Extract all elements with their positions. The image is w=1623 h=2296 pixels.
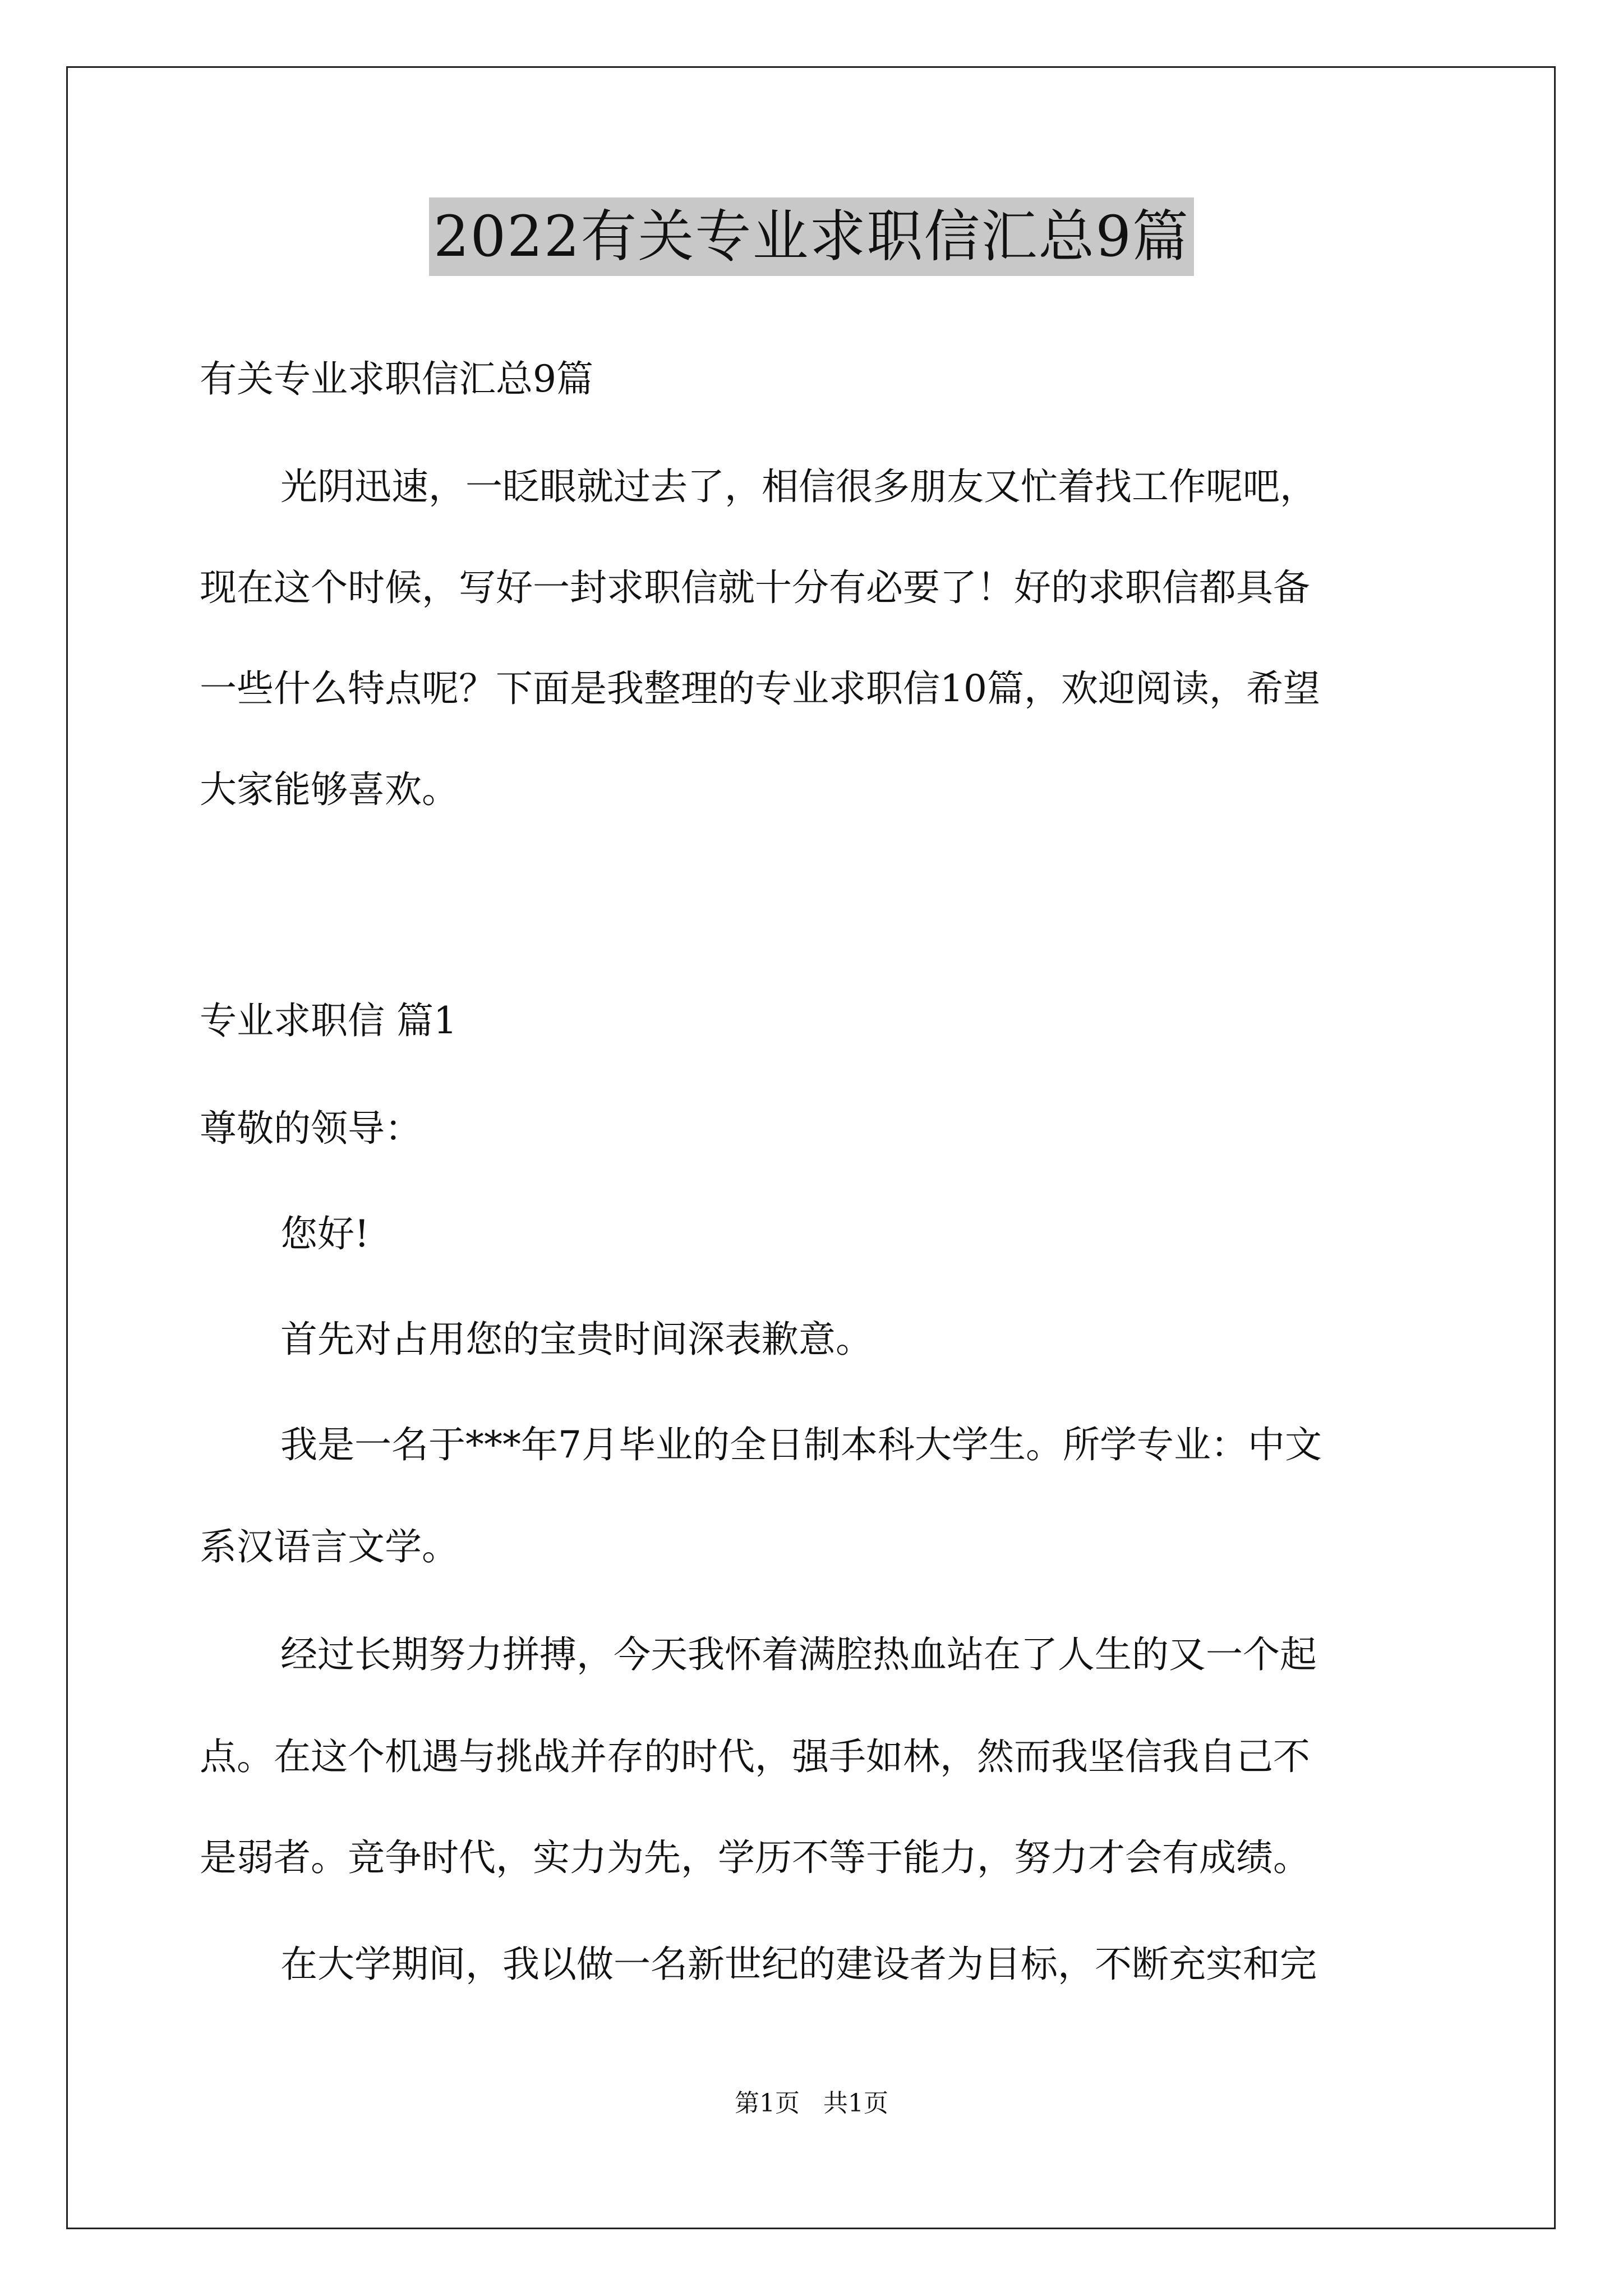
- para-effort-line-1: 经过长期努力拼搏，今天我怀着满腔热血站在了人生的又一个起: [280, 1633, 1317, 1676]
- document-title: 2022有关专业求职信汇总9篇: [429, 197, 1194, 276]
- page-footer: [0, 2087, 1623, 2120]
- page-number-total: 共1页: [823, 2089, 888, 2118]
- intro-line-1: 光阴迅速，一眨眼就过去了，相信很多朋友又忙着找工作呢吧，: [280, 465, 1317, 508]
- para-university-line-1: 在大学期间，我以做一名新世纪的建设者为目标，不断充实和完: [280, 1943, 1317, 1986]
- para-effort-line-2: 点。在这个机遇与挑战并存的时代，强手如林，然而我坚信我自己不: [200, 1735, 1310, 1778]
- para-intro-line-1: 我是一名于***年7月毕业的全日制本科大学生。所学专业：中文: [280, 1423, 1322, 1466]
- intro-line-2: 现在这个时候，写好一封求职信就十分有必要了！好的求职信都具备: [200, 566, 1310, 609]
- intro-line-4: 大家能够喜欢。: [200, 768, 459, 811]
- salutation: 尊敬的领导：: [200, 1107, 422, 1150]
- para-effort-line-3: 是弱者。竞争时代，实力为先，学历不等于能力，努力才会有成绩。: [200, 1836, 1310, 1879]
- section-heading: 专业求职信 篇1: [200, 999, 457, 1042]
- document-subtitle: 有关专业求职信汇总9篇: [200, 357, 593, 401]
- page-number-current: 第1页: [735, 2089, 800, 2118]
- greeting: 您好!: [280, 1212, 370, 1255]
- title-wrap: [0, 197, 1623, 276]
- para-apology: 首先对占用您的宝贵时间深表歉意。: [280, 1318, 873, 1361]
- intro-line-3: 一些什么特点呢？下面是我整理的专业求职信10篇，欢迎阅读，希望: [200, 667, 1320, 710]
- para-intro-line-2: 系汉语言文学。: [200, 1525, 459, 1568]
